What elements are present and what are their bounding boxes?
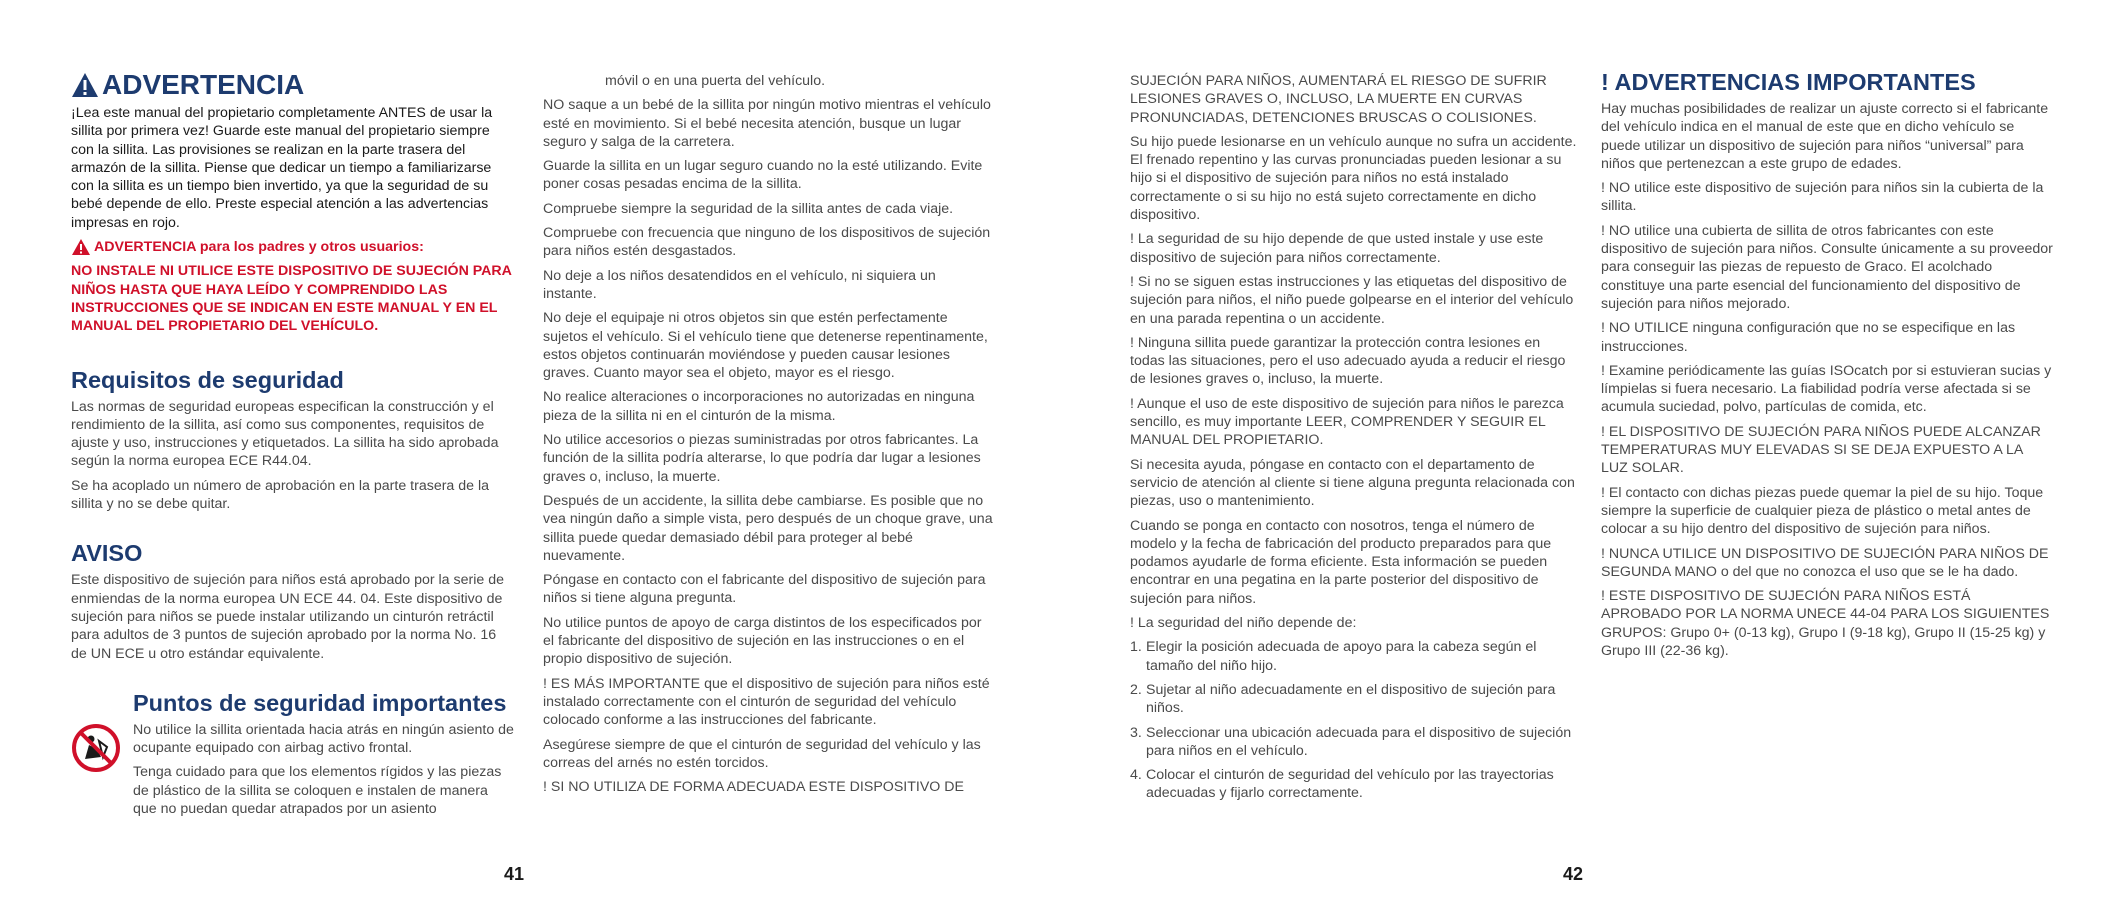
col2-para: No realice alteraciones o incorporaciones no autorizadas en ninguna pieza de la sillita ni en el cinturón de la misma. [543, 389, 975, 424]
col3-para: ! La seguridad del niño depende de: [1130, 615, 1357, 632]
col2-para: Compruebe siempre la seguridad de la sillita antes de cada viaje. [543, 200, 954, 217]
left-page [0, 0, 1051, 898]
warning-heading [71, 68, 515, 102]
col3-para: Su hijo puede lesionarse en un vehículo aunque no sufra un accidente. El frenado repentino y las curvas pronunciadas pueden lesionar a su hijo si el dispositivo de sujeción para niños no está instalado correctamente o si su hijo no está sujeto correctamente en dicho dispositivo. [1130, 133, 1577, 224]
col2-para: ! ES MÁS IMPORTANTE que el dispositivo de sujeción para niños esté instalado correctamente con el cinturón de seguridad del vehículo colocado conforme a las instrucciones del fabricante. [543, 675, 990, 729]
step-number: 4. [1130, 767, 1142, 784]
col3-para: SUJECIÓN PARA NIÑOS, AUMENTARÁ EL RIESGO DE SUFRIR LESIONES GRAVES O, INCLUSO, LA MUERTE EN CURVAS PRONUNCIADAS, DETENCIONES BRUSCAS O COLISIONES. [1130, 73, 1547, 126]
col2-para: móvil o en una puerta del vehículo. [605, 73, 826, 89]
warning-triangle-icon [71, 238, 91, 256]
warning-triangle-icon [71, 72, 99, 98]
step-text: Colocar el cinturón de seguridad del vehículo por las trayectorias adecuadas y fijarlo correctamente. [1146, 767, 1554, 802]
parents-warning [71, 238, 515, 256]
step-text: Elegir la posición adecuada de apoyo para la cabeza según el tamaño del niño hijo. [1146, 639, 1537, 674]
puntos-block [71, 721, 515, 824]
column-1 [71, 68, 515, 824]
aviso-paragraph: Este dispositivo de sujeción para niños está aprobado por la serie de enmiendas de la norma europea UN ECE 44. 04. Este dispositivo de sujeción para niños se puede instalar utilizando un cinturón retráctil para adultos de 3 puntos de sujeción aprobado por la norma No. 16 de UN ECE u otro estándar equivalente. [71, 572, 504, 662]
col2-para: Después de un accidente, la sillita debe cambiarse. Es posible que no vea ningún daño a simple vista, pero después de un choque grave, una sillita puede quedar demasiado débil para proteger al bebé nuevamente. [543, 492, 993, 564]
column-2 [543, 72, 993, 802]
col2-para: No utilice puntos de apoyo de carga distintos de los especificados por el fabricante del dispositivo de sujeción en las instrucciones o en el propio dispositivo de sujeción. [543, 614, 982, 668]
step-number: 2. [1130, 681, 1142, 698]
list-item [1130, 638, 1578, 675]
col4-para: ! El contacto con dichas piezas puede quemar la piel de su hijo. Toque siempre la superficie de cualquier pieza de plástico o metal antes de colocar a su hijo dentro del dispositivo de sujeción para niños. [1601, 484, 2044, 538]
col4-para: ! NUNCA UTILICE UN DISPOSITIVO DE SUJECIÓN PARA NIÑOS DE SEGUNDA MANO o del que no conozca el uso que se le ha dado. [1601, 545, 2049, 580]
steps-list [1130, 638, 1578, 802]
requisitos-paragraph-1: Las normas de seguridad europeas especifican la construcción y el rendimiento de la sillita, así como sus componentes, requisitos de ajuste y uso, instrucciones y etiquetados. La sillita ha sido aprobada según la norma europea ECE R44.04. [71, 398, 499, 470]
col4-para: ! EL DISPOSITIVO DE SUJECIÓN PARA NIÑOS PUEDE ALCANZAR TEMPERATURAS MUY ELEVADAS SI SE DEJA EXPUESTO A LA LUZ SOLAR. [1601, 423, 2041, 477]
col3-para: Cuando se ponga en contacto con nosotros, tenga el número de modelo y la fecha de fabricación del producto preparados para que podamos ayudarle de forma eficiente. Esta información se pueden encontrar en una pegatina en la parte posterior del dispositivo de sujeción para niños. [1130, 517, 1552, 607]
col4-para: ! NO utilice una cubierta de sillita de otros fabricantes con este dispositivo de sujeción para niños. Consulte únicamente a su proveedor para conseguir las piezas de repuesto de Graco. El acolchado constituye una parte esencial del funcionamiento del dispositivo de sujeción para niños mejorado. [1601, 222, 2053, 312]
col4-para: ! NO utilice este dispositivo de sujeción para niños sin la cubierta de la sillita. [1601, 180, 2044, 215]
col2-para: Asegúrese siempre de que el cinturón de seguridad del vehículo y las correas del arnés no estén torcidos. [543, 736, 981, 771]
column-4 [1601, 68, 2053, 666]
intro-paragraph: ¡Lea este manual del propietario completamente ANTES de usar la sillita por primera vez! Guarde este manual del propietario siempre con la sillita. Las provisiones se realizan en la parte trasera del armazón de la sillita. Piense que dedicar un tiempo a familiarizarse con la sillita es un tiempo bien invertido, ya que la seguridad de su bebé depende de ello. Preste especial atención a las advertencias impresas en rojo. [71, 105, 493, 231]
col2-para: Compruebe con frecuencia que ninguno de los dispositivos de sujeción para niños estén desgastados. [543, 225, 991, 260]
col3-para: ! Ninguna sillita puede garantizar la protección contra lesiones en todas las situaciones, pero el uso adecuado ayuda a reducir el riesgo de lesiones graves o, incluso, la muerte. [1130, 334, 1566, 388]
col2-para: Póngase en contacto con el fabricante del dispositivo de sujeción para niños si tiene alguna pregunta. [543, 572, 986, 607]
col3-para: Si necesita ayuda, póngase en contacto con el departamento de servicio de atención al cliente si tiene alguna pregunta relacionada con piezas, uso o mantenimiento. [1130, 456, 1575, 510]
col4-para: Hay muchas posibilidades de realizar un ajuste correcto si el fabricante del vehículo indica en el manual de este que en dicho vehículo se puede utilizar un dispositivo de sujeción para niños “universal” para niños que pertenezcan a este grupo de edades. [1601, 101, 2049, 172]
list-item [1130, 681, 1578, 718]
col3-para: ! Aunque el uso de este dispositivo de sujeción para niños le parezca sencillo, es muy importante LEER, COMPRENDER Y SEGUIR EL MANUAL DEL PROPIETARIO. [1130, 395, 1564, 449]
step-number: 3. [1130, 724, 1142, 741]
warning-heading-text: ADVERTENCIA [102, 69, 305, 100]
puntos-paragraph-1: No utilice la sillita orientada hacia atrás en ningún asiento de ocupante equipado con airbag activo frontal. [133, 721, 514, 757]
col3-para: ! Si no se siguen estas instrucciones y las etiquetas del dispositivo de sujeción para niños, el niño puede golpearse en el interior del vehículo en una parada repentina o un accidente. [1130, 273, 1574, 327]
col3-para: ! La seguridad de su hijo depende de que usted instale y use este dispositivo de sujeción para niños correctamente. [1130, 231, 1544, 266]
list-item [1130, 766, 1578, 803]
no-airbag-icon [71, 723, 121, 773]
step-text: Seleccionar una ubicación adecuada para el dispositivo de sujeción para niños en el vehículo. [1146, 724, 1572, 759]
list-item [1130, 724, 1578, 761]
col4-para: ! ESTE DISPOSITIVO DE SUJECIÓN PARA NIÑOS ESTÁ APROBADO POR LA NORMA UNECE 44-04 PARA LOS SIGUIENTES GRUPOS: Grupo 0+ (0-13 kg), Grupo I (9-18 kg), Grupo II (15-25 kg) y Grupo III (22-36 kg). [1601, 588, 2050, 660]
col2-para: Guarde la sillita en un lugar seguro cuando no la esté utilizando. Evite poner cosas pesadas encima de la sillita. [543, 158, 983, 193]
puntos-text [133, 721, 515, 824]
column-3 [1130, 72, 1578, 809]
puntos-paragraph-2: Tenga cuidado para que los elementos rígidos y las piezas de plástico de la sillita se coloquen e instalen de manera que no puedan quedar atrapados por un asiento [133, 764, 502, 818]
col2-para: No deje el equipaje ni otros objetos sin que estén perfectamente sujetos el vehículo. Si el vehículo tiene que detenerse repentinamente, estos objetos continuarán moviéndose y pueden causar lesiones graves. Cuanto mayor sea el objeto, mayor es el riesgo. [543, 310, 988, 382]
col2-para: ! SI NO UTILIZA DE FORMA ADECUADA ESTE DISPOSITIVO DE [543, 779, 964, 796]
advertencias-heading: ! ADVERTENCIAS IMPORTANTES [1601, 69, 1976, 95]
requisitos-heading: Requisitos de seguridad [71, 366, 344, 393]
col2-para: NO saque a un bebé de la sillita por ningún motivo mientras el vehículo esté en movimiento. Si el bebé necesita atención, busque un lugar seguro y salga de la carretera. [543, 97, 991, 150]
col4-para: ! NO UTILICE ninguna configuración que no se especifique en las instrucciones. [1601, 320, 2016, 355]
step-number: 1. [1130, 639, 1142, 656]
right-page [1051, 0, 2103, 898]
red-warning-block: NO INSTALE NI UTILICE ESTE DISPOSITIVO DE SUJECIÓN PARA NIÑOS HASTA QUE HAYA LEÍDO Y COMPRENDIDO LAS INSTRUCCIONES QUE SE INDICAN EN ESTE MANUAL Y EN EL MANUAL DEL PROPIETARIO DEL VEHÍCULO. [71, 263, 512, 335]
col4-para: ! Examine periódicamente las guías ISOcatch por si estuvieran sucias y límpielas si fuera necesario. La fiabilidad podría verse afectada si se acumula suciedad, polvo, partículas de comida, etc. [1601, 362, 2052, 416]
step-text: Sujetar al niño adecuadamente en el dispositivo de sujeción para niños. [1146, 681, 1556, 717]
requisitos-paragraph-2: Se ha acoplado un número de aprobación en la parte trasera de la sillita y no se debe quitar. [71, 477, 490, 513]
col2-para: No utilice accesorios o piezas suministradas por otros fabricantes. La función de la sillita podría alterarse, lo que podría dar lugar a lesiones graves o, incluso, la muerte. [543, 432, 981, 485]
page-number: 41 [504, 864, 525, 884]
parents-warning-text: ADVERTENCIA para los padres y otros usuarios: [94, 239, 424, 256]
puntos-heading: Puntos de seguridad importantes [133, 689, 507, 716]
col2-para: No deje a los niños desatendidos en el vehículo, ni siquiera un instante. [543, 267, 936, 302]
page-number: 42 [1563, 864, 1584, 884]
aviso-heading: AVISO [71, 540, 143, 567]
